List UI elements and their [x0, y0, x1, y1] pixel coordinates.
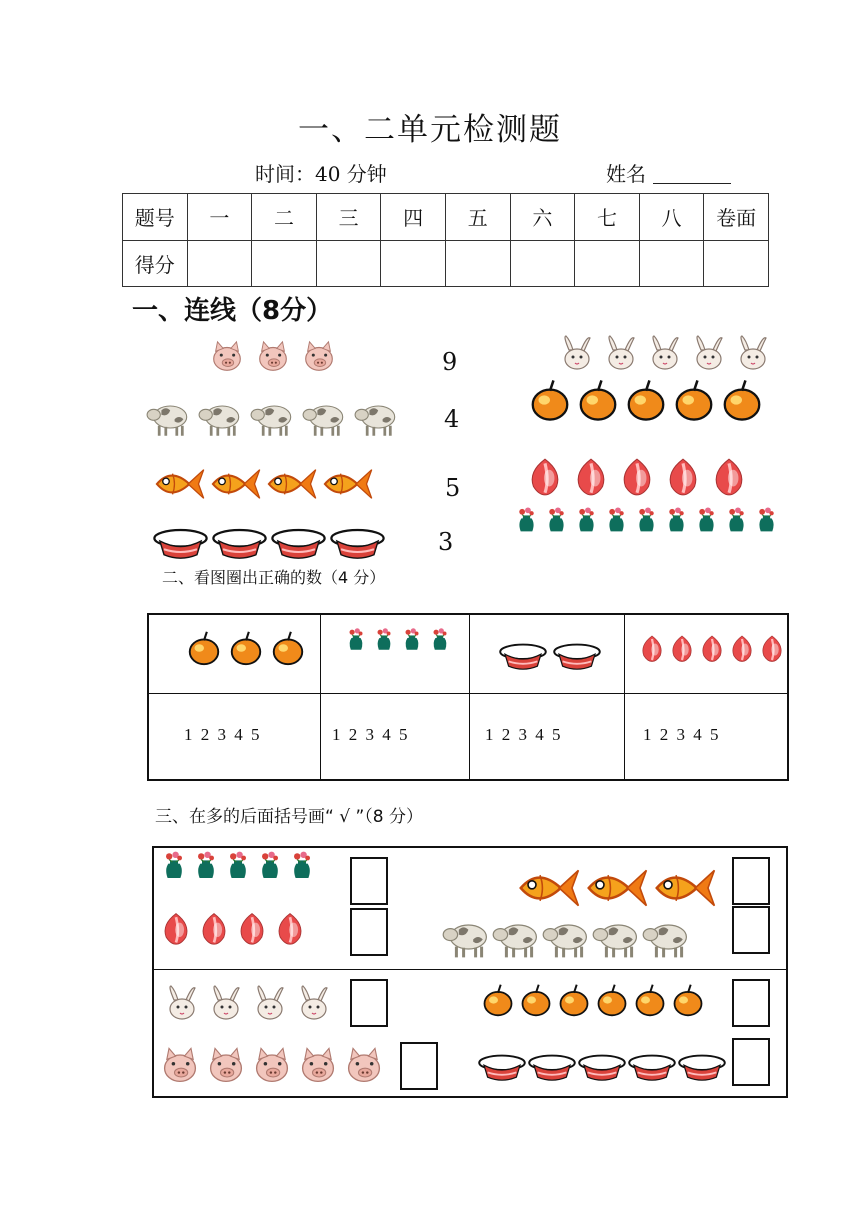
divider — [320, 615, 321, 779]
score-header-cell: 六 — [510, 194, 575, 241]
pig-icon — [158, 1044, 202, 1088]
score-header-cell: 题号 — [123, 194, 188, 241]
score-cell[interactable] — [381, 240, 446, 287]
rabbit-icon — [733, 334, 773, 374]
cow-icon — [542, 913, 590, 961]
match-number[interactable]: 5 — [445, 474, 461, 502]
score-header-cell: 三 — [316, 194, 381, 241]
score-cell[interactable] — [704, 240, 769, 287]
peach-icon — [708, 455, 750, 497]
peach-icon — [757, 633, 787, 663]
fish-icon — [209, 458, 261, 510]
vase-icon — [512, 506, 541, 535]
peach-icon — [616, 455, 658, 497]
s1-right-row — [527, 377, 765, 423]
pig-icon — [250, 1044, 294, 1088]
score-header-row — [123, 194, 769, 241]
rabbit-icon — [250, 984, 290, 1024]
check-box[interactable] — [732, 979, 770, 1027]
vase-icon — [158, 850, 190, 882]
s1-right-row — [557, 334, 773, 374]
bowl-icon — [528, 1046, 576, 1094]
s2-picture-cell — [185, 629, 307, 667]
rabbit-icon — [294, 984, 334, 1024]
apple-icon — [719, 377, 765, 423]
score-cell[interactable] — [252, 240, 317, 287]
bowl-icon — [578, 1046, 626, 1094]
match-number[interactable]: 9 — [442, 348, 458, 376]
name-label: 姓名 — [606, 162, 646, 186]
section3-title: 三、在多的后面括号画“ √ ”（8 分） — [155, 807, 423, 827]
apple-icon — [556, 982, 592, 1018]
s2-picture-cell — [343, 627, 453, 653]
s3-row — [442, 913, 690, 961]
check-box[interactable] — [732, 857, 770, 905]
vase-icon — [572, 506, 601, 535]
pig-icon — [254, 338, 292, 376]
match-number[interactable]: 4 — [444, 405, 460, 433]
apple-icon — [527, 377, 573, 423]
s3-row — [158, 850, 318, 882]
score-header-cell: 八 — [639, 194, 704, 241]
apple-icon — [670, 982, 706, 1018]
divider — [149, 693, 787, 694]
check-box[interactable] — [350, 979, 388, 1027]
divider — [469, 615, 470, 779]
rabbit-icon — [601, 334, 641, 374]
score-cell[interactable] — [187, 240, 252, 287]
cow-icon — [642, 913, 690, 961]
s1-left-row — [146, 395, 398, 439]
vase-icon — [286, 850, 318, 882]
check-box[interactable] — [732, 1038, 770, 1086]
s3-row — [158, 910, 308, 946]
peach-icon — [570, 455, 612, 497]
apple-icon — [227, 629, 265, 667]
fish-icon — [321, 458, 373, 510]
apple-icon — [623, 377, 669, 423]
apple-icon — [671, 377, 717, 423]
check-box[interactable] — [732, 906, 770, 954]
section2-title: 二、看图圈出正确的数（4 分） — [162, 568, 386, 587]
pig-icon — [204, 1044, 248, 1088]
apple-icon — [632, 982, 668, 1018]
cow-icon — [442, 913, 490, 961]
cow-icon — [354, 395, 398, 439]
fish-icon — [265, 458, 317, 510]
s3-row — [162, 984, 334, 1024]
check-box[interactable] — [350, 908, 388, 956]
score-cell[interactable] — [445, 240, 510, 287]
vase-icon — [222, 850, 254, 882]
check-box[interactable] — [400, 1042, 438, 1090]
vase-icon — [190, 850, 222, 882]
vase-icon — [632, 506, 661, 535]
score-cell[interactable] — [575, 240, 640, 287]
cow-icon — [198, 395, 242, 439]
number-choices[interactable]: 1 2 3 4 5 — [485, 725, 561, 744]
vase-icon — [602, 506, 631, 535]
vase-icon — [343, 627, 369, 653]
cow-icon — [302, 395, 346, 439]
peach-icon — [727, 633, 757, 663]
apple-icon — [594, 982, 630, 1018]
peach-icon — [234, 910, 270, 946]
number-choices[interactable]: 1 2 3 4 5 — [332, 725, 408, 744]
score-cell[interactable] — [316, 240, 381, 287]
peach-icon — [196, 910, 232, 946]
fish-icon — [516, 856, 580, 920]
page-title: 一、二单元检测题 — [298, 112, 562, 148]
apple-icon — [575, 377, 621, 423]
bowl-icon — [478, 1046, 526, 1094]
s2-picture-cell — [499, 635, 601, 683]
vase-icon — [542, 506, 571, 535]
cow-icon — [492, 913, 540, 961]
fish-icon — [652, 856, 716, 920]
bowl-icon — [553, 635, 601, 683]
vase-icon — [662, 506, 691, 535]
apple-icon — [518, 982, 554, 1018]
peach-icon — [667, 633, 697, 663]
match-number[interactable]: 3 — [438, 528, 454, 556]
cow-icon — [592, 913, 640, 961]
score-header-cell: 四 — [381, 194, 446, 241]
section1-title: 一、连线（8分） — [132, 296, 333, 326]
peach-icon — [158, 910, 194, 946]
fish-icon — [153, 458, 205, 510]
apple-icon — [269, 629, 307, 667]
score-cell[interactable] — [639, 240, 704, 287]
vase-icon — [427, 627, 453, 653]
rabbit-icon — [557, 334, 597, 374]
vase-icon — [399, 627, 425, 653]
name-blank[interactable] — [653, 183, 731, 184]
cow-icon — [146, 395, 190, 439]
rabbit-icon — [689, 334, 729, 374]
number-choices[interactable]: 1 2 3 4 5 — [184, 725, 260, 744]
vase-icon — [752, 506, 781, 535]
bowl-icon — [628, 1046, 676, 1094]
cow-icon — [250, 395, 294, 439]
rabbit-icon — [645, 334, 685, 374]
score-row-label: 得分 — [123, 240, 188, 287]
score-header-cell: 七 — [575, 194, 640, 241]
divider — [154, 969, 786, 970]
vase-icon — [722, 506, 751, 535]
score-cell[interactable] — [510, 240, 575, 287]
score-header-cell: 卷面 — [704, 194, 769, 241]
peach-icon — [637, 633, 667, 663]
apple-icon — [480, 982, 516, 1018]
pig-icon — [296, 1044, 340, 1088]
score-header-cell: 五 — [445, 194, 510, 241]
s3-row — [158, 1044, 386, 1088]
score-table — [122, 193, 769, 287]
peach-icon — [272, 910, 308, 946]
vase-icon — [692, 506, 721, 535]
fish-icon — [584, 856, 648, 920]
compare-table — [152, 846, 788, 1098]
number-choices[interactable]: 1 2 3 4 5 — [643, 725, 719, 744]
apple-icon — [185, 629, 223, 667]
divider — [624, 615, 625, 779]
score-value-row — [123, 240, 769, 287]
s2-picture-cell — [637, 633, 787, 663]
pig-icon — [342, 1044, 386, 1088]
count-table — [147, 613, 789, 781]
bowl-icon — [499, 635, 547, 683]
pig-icon — [300, 338, 338, 376]
time-label: 时间：40 分钟 — [255, 162, 387, 186]
peach-icon — [524, 455, 566, 497]
s1-right-row — [512, 506, 781, 535]
rabbit-icon — [162, 984, 202, 1024]
score-header-cell: 二 — [252, 194, 317, 241]
check-box[interactable] — [350, 857, 388, 905]
s3-row — [480, 982, 706, 1018]
s1-right-row — [524, 455, 750, 497]
vase-icon — [254, 850, 286, 882]
vase-icon — [371, 627, 397, 653]
peach-icon — [697, 633, 727, 663]
peach-icon — [662, 455, 704, 497]
rabbit-icon — [206, 984, 246, 1024]
s3-row — [516, 856, 716, 920]
s1-left-row — [208, 338, 338, 376]
s3-row — [478, 1046, 726, 1094]
pig-icon — [208, 338, 246, 376]
s1-left-row — [153, 458, 373, 510]
score-header-cell: 一 — [187, 194, 252, 241]
bowl-icon — [678, 1046, 726, 1094]
